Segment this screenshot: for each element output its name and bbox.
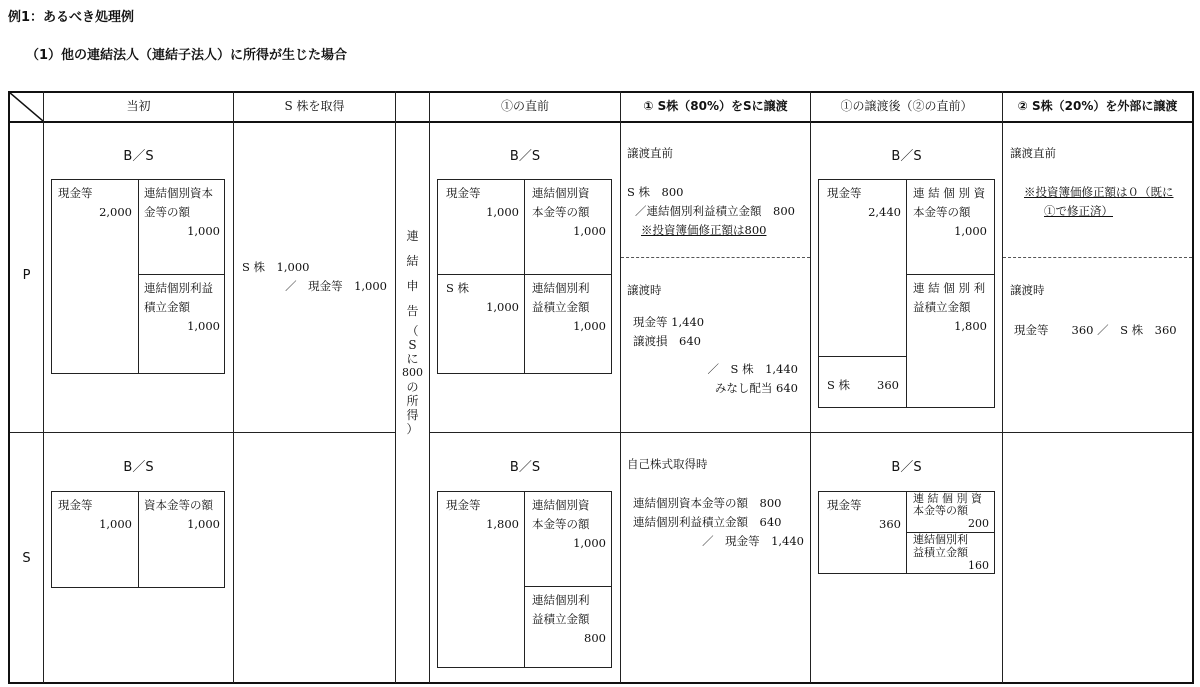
s-t1-title: 自己株式取得時 [627,457,708,471]
header-after-1: ①の譲渡後（②の直前） [840,99,973,113]
header-before-1: ①の直前 [500,99,549,113]
p-t1-pre-l3: ※投資簿価修正額は800 [641,223,767,237]
bs-title-p-initial: B／S [123,149,154,164]
bs-p-initial: 現金等 2,000 連結個別資本 金等の額 1,000 連結個別利益 積立金額 1,000 [51,179,225,374]
p-t2-at-title: 譲渡時 [1010,283,1045,297]
row-label-s: S [22,551,31,566]
vertical-note: 連 結 申 告 （ S に 800 の 所 得 ） [402,229,423,436]
s-t1-l2: 連結個別利益積立金額 640 [633,515,782,529]
header-acquire: S 株を取得 [284,99,345,113]
p-acquire-line1: S 株 1,000 [242,260,310,274]
bs-title-s-initial: B／S [123,460,154,475]
p-t1-pre-l2: ／連結個別利益積立金額 800 [635,204,795,218]
bs-s-after-1: 現金等 360 連 結 個 別 資 本金等の額 200 連結個別利 益積立金額 160 [818,491,995,574]
p-t1-at-l3: ／ S 株 1,440 [707,362,798,376]
p-acquire-line2: ／ 現金等 1,000 [285,279,387,293]
p-t1-divider [621,257,810,258]
p-t1-at-title: 譲渡時 [627,283,662,297]
bs-p-before-1: 現金等 1,000 連結個別資 本金等の額 1,000 S 株 1,000 連結個別利 益積立金額 1,000 [437,179,612,374]
p-t1-pre-l1: S 株 800 [627,185,684,199]
p-t2-divider [1003,257,1192,258]
row-label-p: P [22,268,31,283]
header-transfer-1: ① S株（80%）をSに譲渡 [643,99,788,113]
header-transfer-2: ② S株（20%）を外部に譲渡 [1017,99,1178,113]
bs-title-p-after-1: B／S [891,149,922,164]
s-t1-l3: ／ 現金等 1,440 [702,534,804,548]
p-t2-pre-l2: ①で修正済） [1044,204,1113,218]
bs-title-s-before-1: B／S [509,460,541,475]
p-t1-at-l4: みなし配当 640 [714,381,798,395]
bs-title-p-before-1: B／S [509,149,541,164]
bs-title-s-after-1: B／S [891,460,922,475]
bs-s-initial: 現金等 1,000 資本金等の額 1,000 [51,491,225,588]
bs-s-before-1: 現金等 1,800 連結個別資 本金等の額 1,000 連結個別利 益積立金額 800 [437,491,612,668]
page-title: 例1：あるべき処理例 [8,10,135,25]
p-t1-at-l1: 現金等 1,440 [633,315,705,329]
corner-diagonal [9,92,43,121]
p-t2-pre-l1: ※投資簿価修正額は０（既に [1024,185,1174,199]
bs-p-after-1: 現金等 2,440 連 結 個 別 資 本金等の額 1,000 連 結 個 別 利 益積立金額 1,800 S 株 360 [818,179,995,408]
s-t1-l1: 連結個別資本金等の額 800 [633,496,782,510]
p-t1-at-l2: 譲渡損 640 [633,334,701,348]
p-t2-pre-title: 譲渡直前 [1010,146,1056,160]
header-initial: 当初 [126,99,151,113]
p-t1-pre-title: 譲渡直前 [627,146,673,160]
page-subtitle: （1）他の連結法人（連結子法人）に所得が生じた場合 [26,48,348,63]
p-t2-at-l1: 現金等 360 ／ S 株 360 [1014,323,1177,337]
